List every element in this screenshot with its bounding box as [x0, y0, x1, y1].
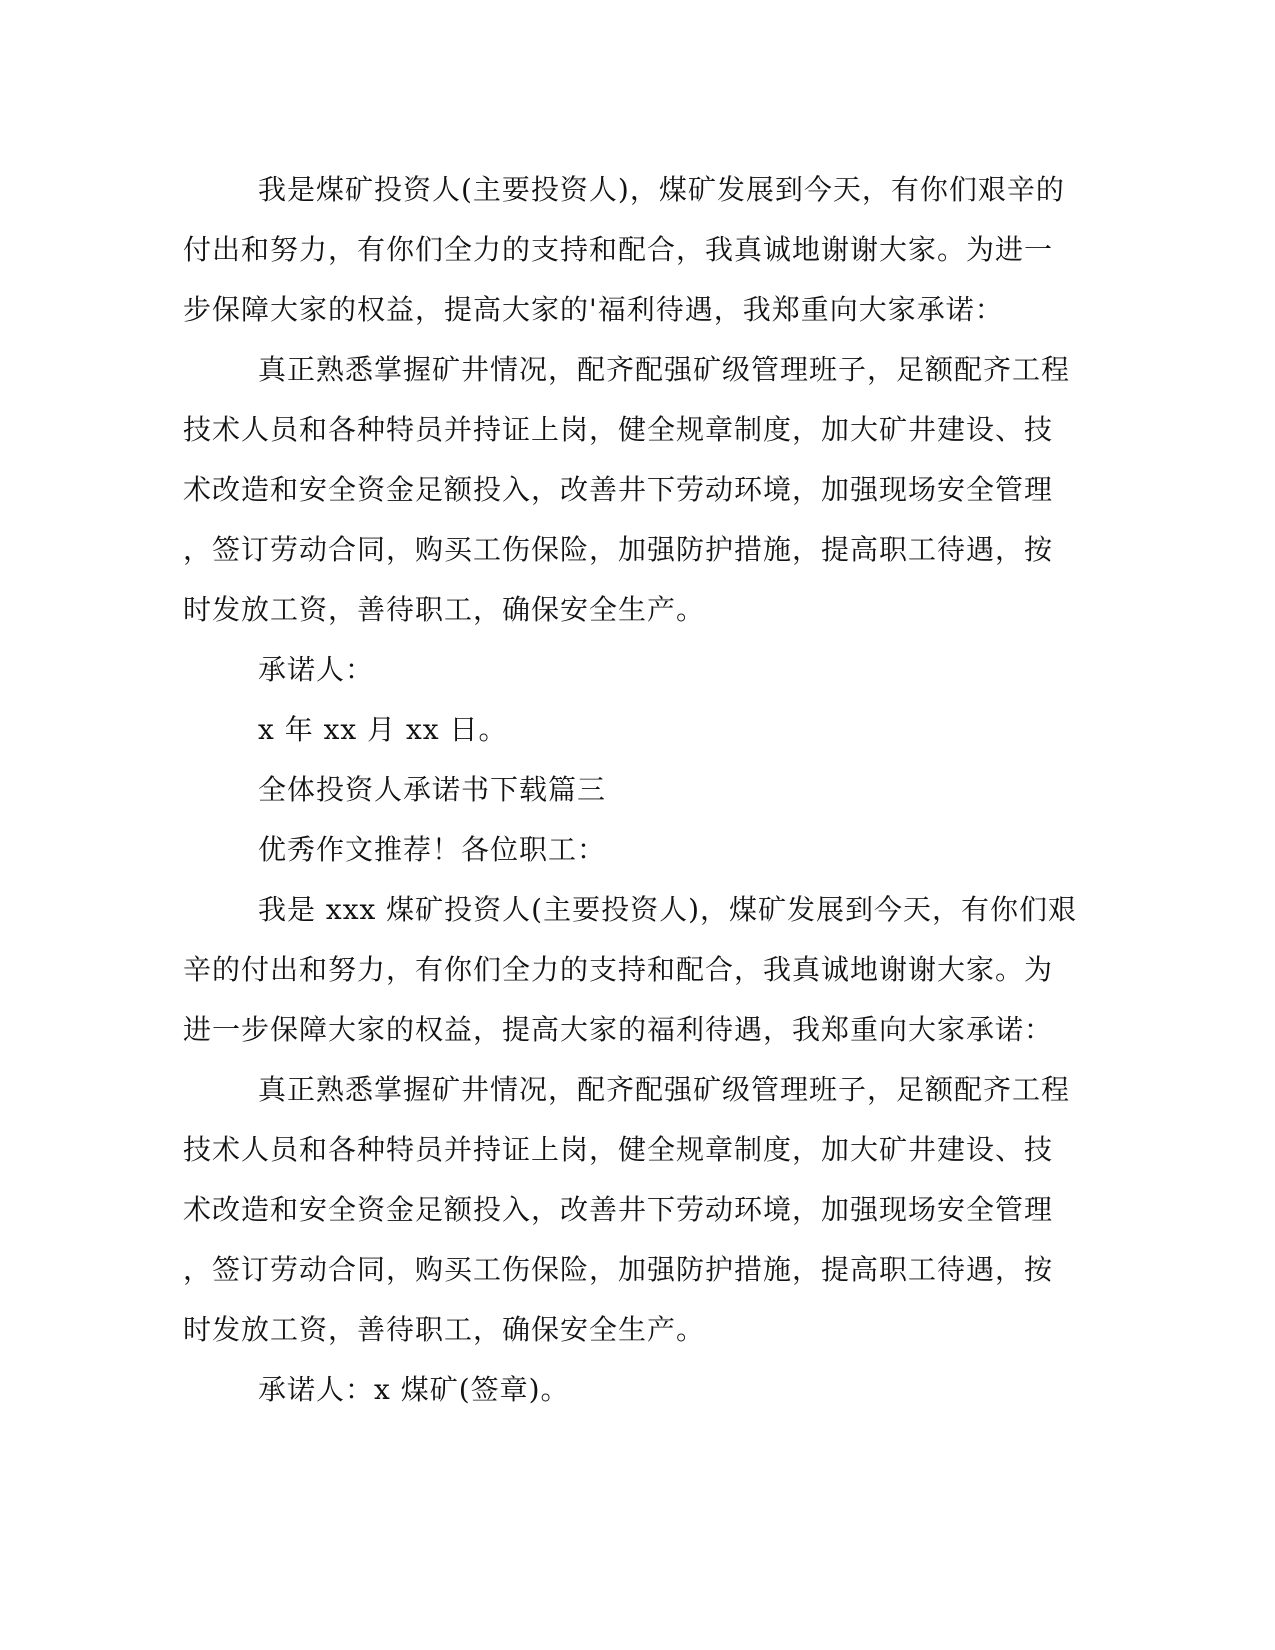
paragraph-line: x 年 xx 月 xx 日。 [258, 713, 508, 746]
paragraph-line: 时发放工资，善待职工，确保安全生产。 [183, 1313, 706, 1346]
paragraph-line: 进一步保障大家的权益，提高大家的福利待遇，我郑重向大家承诺： [183, 1013, 1054, 1046]
paragraph-line: 技术人员和各种特员并持证上岗，健全规章制度，加大矿井建设、技 [183, 413, 1054, 446]
paragraph-2 [183, 340, 1071, 640]
signatory-line-2 [183, 1360, 1043, 1420]
paragraph-line: 时发放工资，善待职工，确保安全生产。 [183, 593, 706, 626]
paragraph-line: ，签订劳动合同，购买工伤保险，加强防护措施，提高职工待遇，按 [183, 533, 1054, 566]
paragraph-line: 术改造和安全资金足额投入，改善井下劳动环境，加强现场安全管理 [183, 1193, 1054, 1226]
paragraph-line: 真正熟悉掌握矿井情况，配齐配强矿级管理班子，足额配齐工程 [258, 1073, 1071, 1106]
paragraph-line: 我是煤矿投资人(主要投资人)，煤矿发展到今天，有你们艰辛的 [258, 173, 1065, 206]
date-line [183, 700, 1043, 760]
paragraph-line: 术改造和安全资金足额投入，改善井下劳动环境，加强现场安全管理 [183, 473, 1054, 506]
greeting-line [183, 820, 1043, 880]
paragraph-line: 真正熟悉掌握矿井情况，配齐配强矿级管理班子，足额配齐工程 [258, 353, 1071, 386]
paragraph-line: 步保障大家的权益，提高大家的'福利待遇，我郑重向大家承诺： [183, 293, 1004, 326]
paragraph-line: 技术人员和各种特员并持证上岗，健全规章制度，加大矿井建设、技 [183, 1133, 1054, 1166]
paragraph-line: 承诺人：x 煤矿(签章)。 [258, 1373, 570, 1406]
paragraph-line: 我是 xxx 煤矿投资人(主要投资人)，煤矿发展到今天，有你们艰 [258, 893, 1078, 926]
document-body [183, 160, 1078, 1420]
paragraph-line: 付出和努力，有你们全力的支持和配合，我真诚地谢谢大家。为进一 [183, 233, 1054, 266]
signatory-line-1 [183, 640, 1043, 700]
paragraph-line: 辛的付出和努力，有你们全力的支持和配合，我真诚地谢谢大家。为 [183, 953, 1054, 986]
paragraph-line: ，签订劳动合同，购买工伤保险，加强防护措施，提高职工待遇，按 [183, 1253, 1054, 1286]
paragraph-4 [183, 1060, 1071, 1360]
paragraph-line: 承诺人： [258, 653, 375, 686]
section-title [183, 760, 1043, 820]
paragraph-line: 优秀作文推荐！各位职工： [258, 833, 607, 866]
paragraph-3 [183, 880, 1078, 1060]
paragraph-1 [183, 160, 1065, 340]
paragraph-line: 全体投资人承诺书下载篇三 [258, 773, 607, 806]
